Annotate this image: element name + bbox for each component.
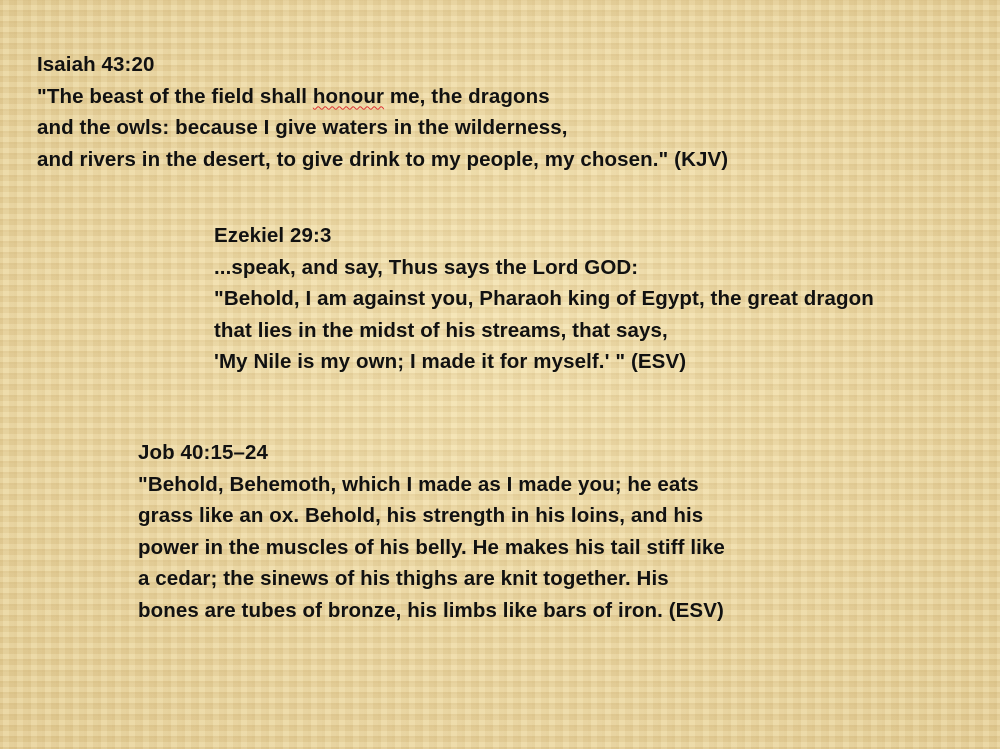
isaiah-line-3: and rivers in the desert, to give drink to my people, my chosen." (KJV) (37, 147, 729, 171)
isaiah-line-2: and the owls: because I give waters in the wilderness, (37, 116, 568, 139)
job-line-4: a cedar; the sinews of his thighs are knit together. His (138, 567, 669, 590)
ezekiel-reference: Ezekiel 29:3 (214, 224, 332, 247)
job-verse-block (138, 437, 725, 626)
job-line-2: grass like an ox. Behold, his strength in his loins, and his (138, 504, 704, 527)
ezekiel-line-1: ...speak, and say, Thus says the Lord GOD: (214, 255, 639, 279)
ezekiel-line-2: "Behold, I am against you, Pharaoh king of Egypt, the great dragon (214, 287, 874, 310)
job-reference: Job 40:15–24 (138, 441, 268, 464)
ezekiel-line-3: that lies in the midst of his streams, that says, (214, 318, 668, 342)
ezekiel-line-4: 'My Nile is my own; I made it for myself.' " (ESV) (214, 350, 687, 373)
isaiah-verse-block (37, 49, 728, 175)
ezekiel-verse-block (214, 220, 874, 378)
isaiah-reference: Isaiah 43:20 (37, 53, 155, 76)
spellcheck-underlined-word: honour (312, 84, 385, 108)
isaiah-line-1 (37, 81, 728, 113)
job-line-5: bones are tubes of bronze, his limbs like bars of iron. (ESV) (138, 598, 724, 622)
isaiah-line-1-start: "The beast of the field shall (37, 84, 313, 108)
job-line-3: power in the muscles of his belly. He makes his tail stiff like (138, 535, 725, 559)
job-line-1: "Behold, Behemoth, which I made as I made you; he eats (138, 472, 699, 496)
isaiah-line-1-end: me, the dragons (384, 84, 550, 108)
